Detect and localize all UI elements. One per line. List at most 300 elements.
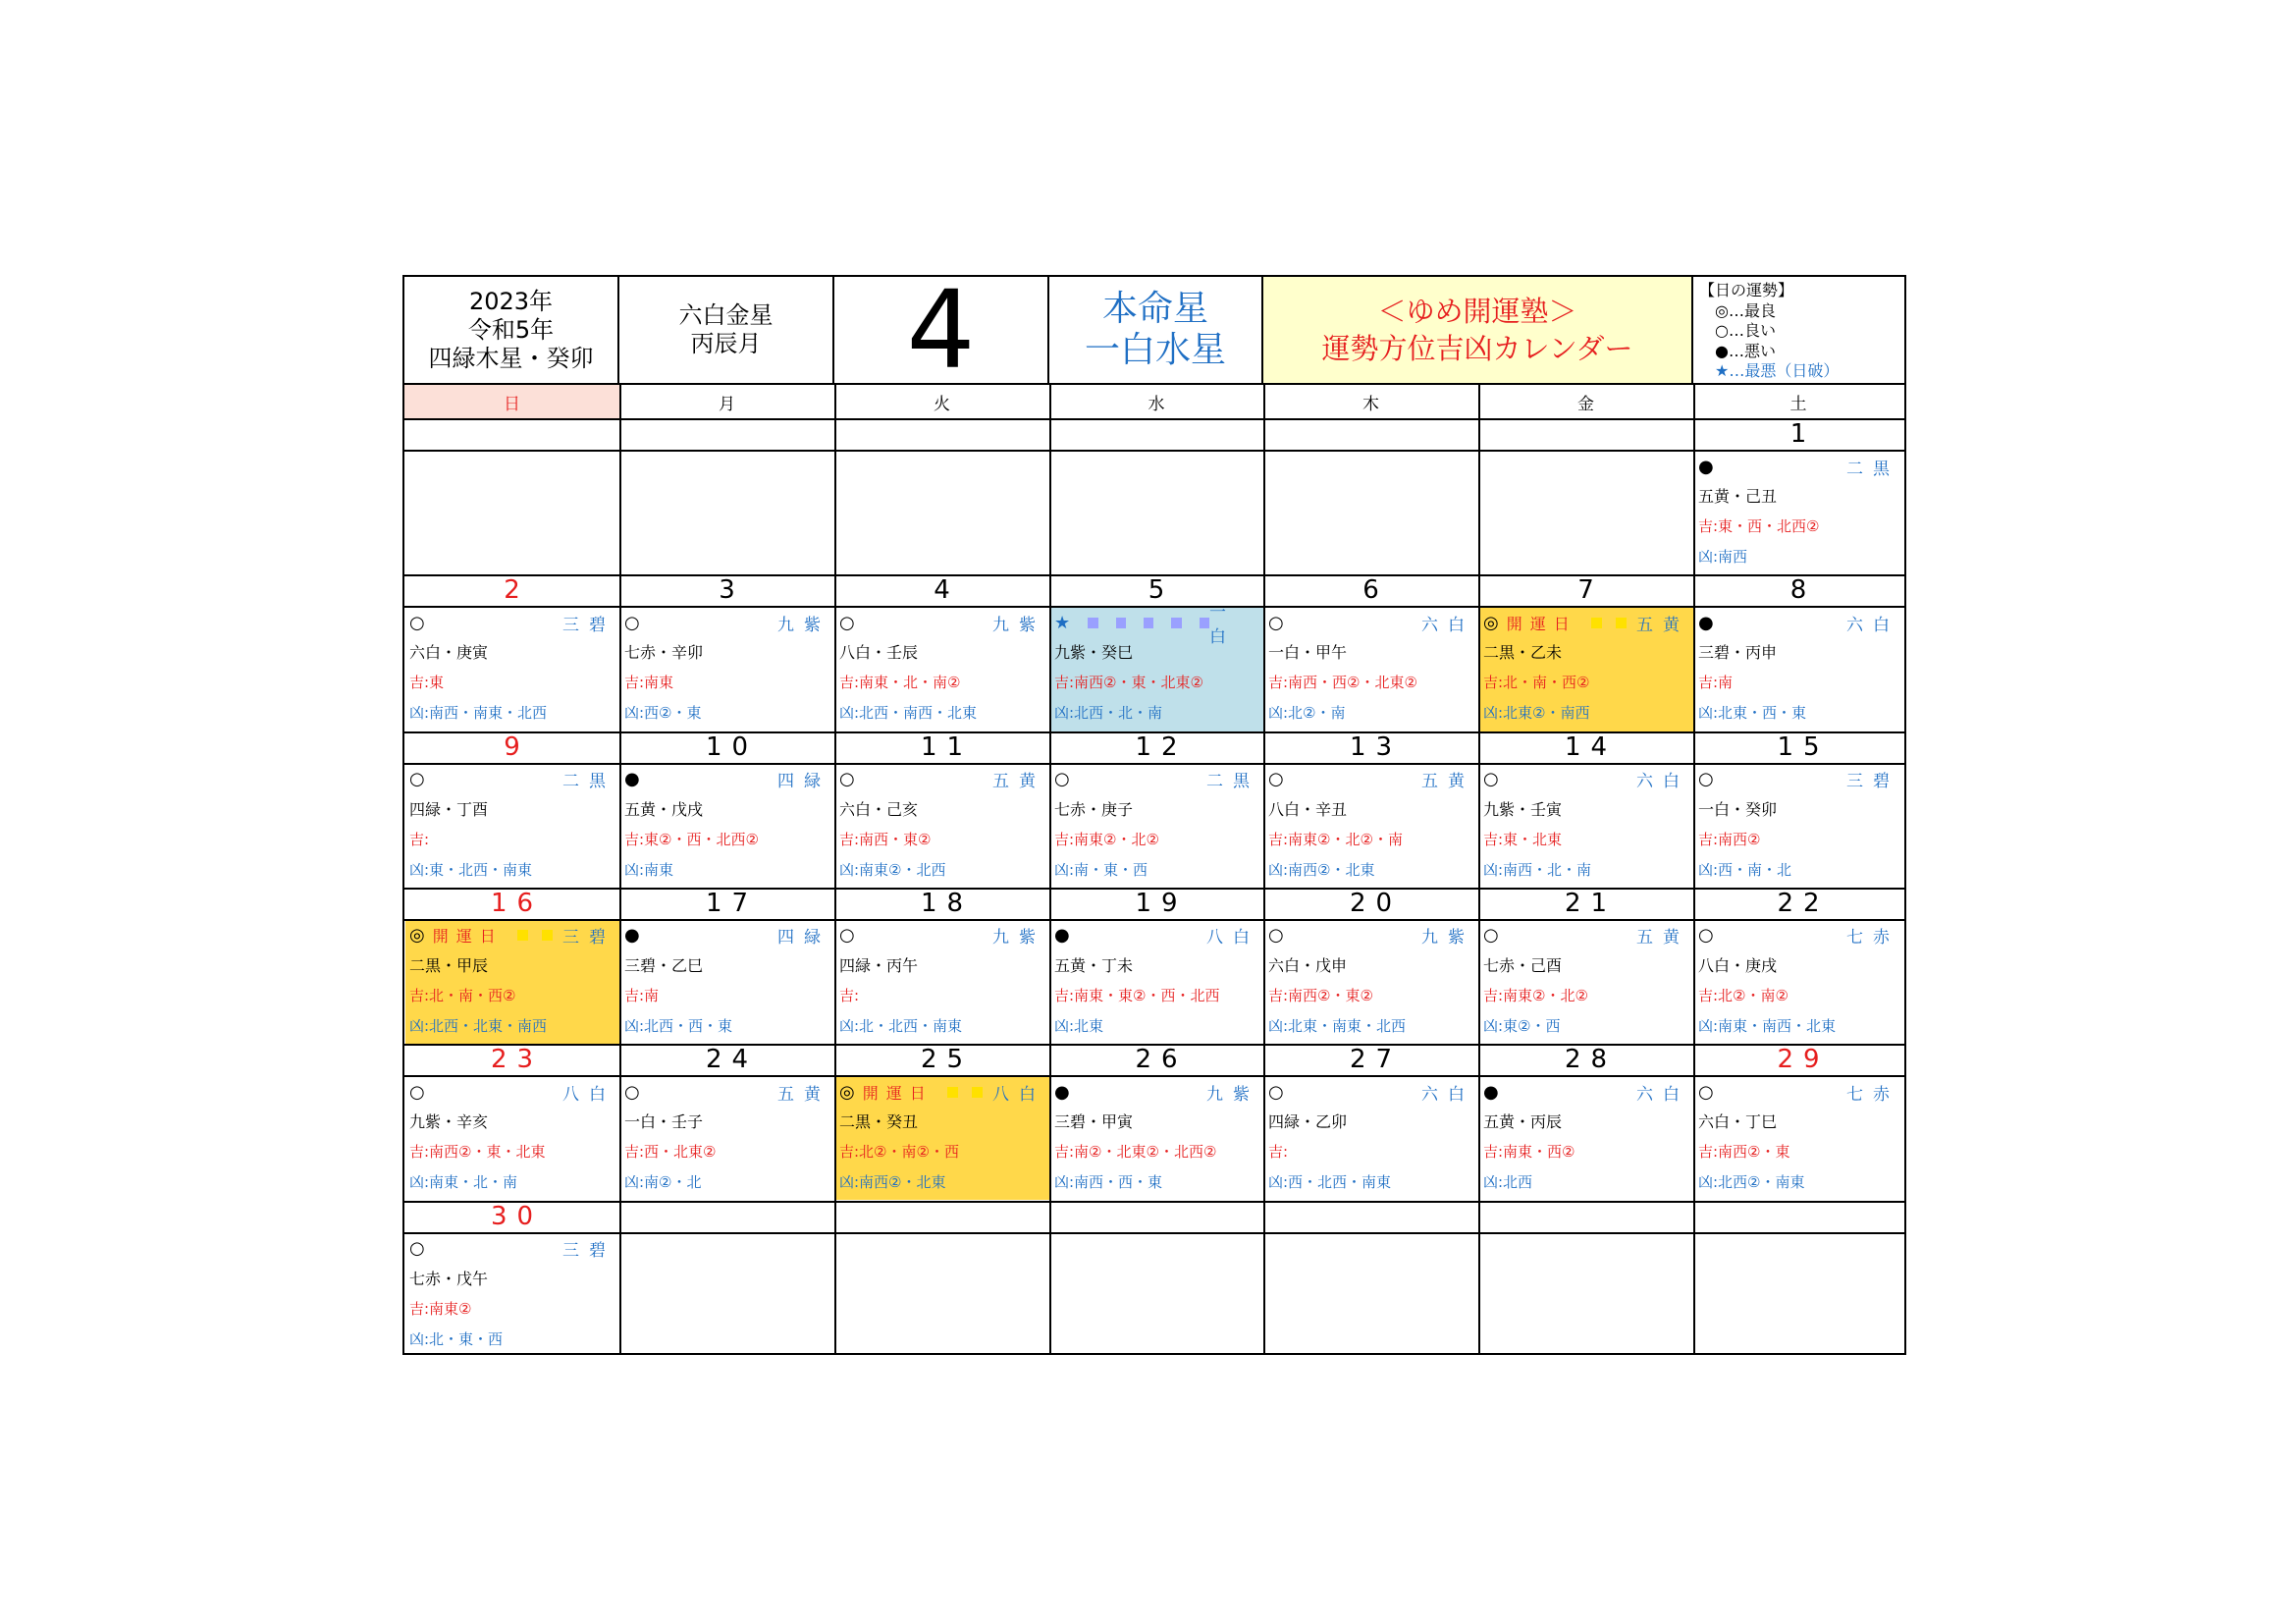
lucky-directions: 吉:西・北東② — [624, 1143, 717, 1162]
marker-square — [1116, 618, 1126, 628]
legend — [1693, 277, 1903, 383]
kanshi: 二黒・甲辰 — [409, 955, 489, 975]
fortune-mark: ○ — [1483, 925, 1499, 947]
lucky-directions: 吉:南東②・北②・南 — [1268, 830, 1403, 848]
day-cell[interactable] — [405, 920, 619, 1044]
day-cell[interactable] — [620, 1076, 834, 1200]
year-info — [404, 277, 619, 383]
day-cell[interactable] — [620, 764, 834, 888]
lucky-directions: 吉:北②・南②・西 — [839, 1143, 959, 1162]
lucky-directions: 吉:南西②・東 — [1698, 1143, 1790, 1162]
marker-square — [1200, 618, 1209, 628]
grid-line — [404, 888, 1904, 890]
fortune-mark: ● — [1054, 1081, 1070, 1103]
day-cell[interactable] — [1694, 920, 1903, 1044]
day-number: 5 — [1148, 575, 1175, 606]
kanshi: 三碧・丙申 — [1698, 643, 1778, 663]
month-number-box — [834, 267, 1049, 393]
honmei-value: 一白水星 — [1084, 330, 1226, 370]
lucky-directions: 吉:南東②・北② — [1054, 830, 1159, 848]
fortune-row — [1698, 455, 1899, 478]
fortune-row — [1268, 768, 1474, 791]
fortune-mark: ○ — [409, 612, 425, 633]
lucky-directions: 吉:東・北東 — [1483, 830, 1563, 848]
fortune-mark: ○ — [1268, 925, 1284, 947]
unlucky-directions: 凶:北東・南東・北西 — [1268, 1016, 1407, 1035]
fortune-row — [1483, 1080, 1689, 1104]
marker-square — [1591, 618, 1602, 628]
kanshi: 五黄・己丑 — [1698, 487, 1778, 506]
day-cell[interactable] — [1264, 920, 1478, 1044]
fortune-row — [1698, 768, 1899, 791]
day-cell[interactable] — [1479, 764, 1693, 888]
weekday-4: 木 — [1362, 394, 1379, 414]
lucky-directions: 吉:南東・北・南② — [839, 674, 961, 692]
fortune-mark: ◎ — [1483, 612, 1499, 633]
fortune-mark: ○ — [624, 612, 640, 633]
weekday-0: 日 — [404, 385, 619, 418]
day-star: 三碧 — [562, 1241, 615, 1261]
day-number: 18 — [920, 888, 974, 918]
day-cell[interactable] — [1694, 1076, 1903, 1200]
fortune-calendar — [402, 267, 1906, 1355]
day-star: 一白 — [1209, 603, 1237, 648]
fortune-row — [624, 611, 830, 634]
day-star: 六白 — [1846, 615, 1899, 635]
day-number: 14 — [1564, 731, 1618, 762]
day-cell[interactable] — [1479, 1076, 1693, 1200]
kanshi: 六白・庚寅 — [409, 643, 489, 663]
grid-line — [404, 1201, 1904, 1203]
day-star: 四緑 — [777, 772, 830, 792]
fortune-row — [1268, 1080, 1474, 1104]
marker-square — [1616, 618, 1627, 628]
fortune-row — [1698, 611, 1899, 634]
unlucky-directions: 凶:東・北西・南東 — [409, 860, 533, 879]
kanshi: 五黄・丁未 — [1054, 955, 1134, 975]
kanshi: 八白・壬辰 — [839, 643, 919, 663]
day-number: 6 — [1362, 575, 1389, 606]
unlucky-directions: 凶:南西 — [1698, 548, 1748, 566]
weekday-3: 水 — [1148, 394, 1165, 414]
kaiun-label: 開運日 — [432, 927, 504, 947]
day-cell[interactable] — [835, 1076, 1049, 1200]
grid-line — [404, 574, 1904, 576]
day-cell[interactable] — [1694, 764, 1903, 888]
kanshi: 九紫・癸巳 — [1054, 643, 1134, 663]
grid-line — [1478, 383, 1480, 1353]
fortune-row — [1054, 768, 1259, 791]
day-number: 29 — [1777, 1045, 1830, 1075]
day-star: 九紫 — [992, 615, 1045, 635]
fortune-mark: ○ — [839, 612, 855, 633]
kanshi: 五黄・戊戌 — [624, 799, 704, 819]
day-cell[interactable] — [1264, 1076, 1478, 1200]
grid-line — [404, 1075, 1904, 1077]
fortune-row — [1268, 924, 1474, 947]
day-number: 26 — [1135, 1045, 1188, 1075]
month-star-info — [619, 277, 834, 383]
grid-line — [404, 763, 1904, 765]
day-number: 8 — [1789, 575, 1817, 606]
fortune-mark: ○ — [409, 1238, 425, 1259]
lucky-directions: 吉:北②・南② — [1698, 986, 1789, 1004]
grid-line — [404, 606, 1904, 608]
kaiun-label: 開運日 — [1506, 614, 1577, 633]
day-number: 9 — [504, 731, 530, 762]
fortune-row — [624, 1080, 830, 1104]
fortune-row — [409, 1237, 615, 1261]
unlucky-directions: 凶:西・北西・南東 — [1268, 1173, 1392, 1192]
day-number: 2 — [504, 575, 530, 606]
lucky-directions: 吉: — [409, 830, 430, 848]
day-cell[interactable] — [1694, 451, 1903, 574]
fortune-row — [624, 924, 830, 947]
fortune-row — [409, 611, 615, 634]
kanshi: 三碧・甲寅 — [1054, 1112, 1134, 1132]
fortune-row — [1483, 768, 1689, 791]
year-line: 2023年 — [468, 287, 554, 315]
day-number: 17 — [705, 888, 759, 918]
day-star: 七赤 — [1846, 928, 1899, 948]
day-star: 九紫 — [992, 928, 1045, 948]
lucky-directions: 吉:東②・西・北西② — [624, 830, 759, 848]
grid-line — [1693, 383, 1695, 1353]
grid-line — [404, 1044, 1904, 1046]
month-star-line: 六白金星 — [678, 301, 774, 329]
kanshi: 九紫・辛亥 — [409, 1112, 489, 1132]
day-star: 六白 — [1421, 1084, 1474, 1105]
day-star: 四緑 — [777, 928, 830, 948]
marker-square — [972, 1087, 983, 1098]
kanshi: 二黒・乙未 — [1483, 643, 1563, 663]
year-star-line: 四緑木星・癸卯 — [428, 344, 594, 372]
day-star: 七赤 — [1846, 1084, 1899, 1105]
unlucky-directions: 凶:北西・北東・南西 — [409, 1016, 548, 1035]
day-number: 27 — [1349, 1045, 1403, 1075]
unlucky-directions: 凶:南②・北 — [624, 1173, 702, 1192]
lucky-directions: 吉: — [839, 986, 860, 1004]
honmei-label: 本命星 — [1101, 289, 1208, 329]
day-star: 九紫 — [1421, 928, 1474, 948]
fortune-mark: ○ — [409, 769, 425, 790]
kanshi: 七赤・辛卯 — [624, 643, 704, 663]
day-number: 19 — [1135, 888, 1188, 918]
grid-line — [619, 383, 621, 1353]
day-number: 22 — [1777, 888, 1830, 918]
fortune-mark: ○ — [1054, 769, 1070, 790]
lucky-directions: 吉:南西・東② — [839, 830, 932, 848]
unlucky-directions: 凶:南西・北・南 — [1483, 860, 1592, 879]
fortune-mark: ● — [624, 925, 640, 947]
unlucky-directions: 凶:南西②・北東 — [1268, 860, 1375, 879]
month-kanshi-line: 丙辰月 — [690, 330, 762, 357]
day-number: 7 — [1577, 575, 1604, 606]
day-star: 六白 — [1421, 615, 1474, 635]
lucky-directions: 吉:南東②・北② — [1483, 986, 1588, 1004]
day-number: 21 — [1564, 888, 1618, 918]
fortune-row — [1054, 1080, 1259, 1104]
kanshi: 八白・辛丑 — [1268, 799, 1348, 819]
weekday-1: 月 — [719, 394, 735, 414]
day-cell[interactable] — [405, 764, 619, 888]
kanshi: 六白・己亥 — [839, 799, 919, 819]
unlucky-directions: 凶:北東②・南西 — [1483, 704, 1590, 723]
day-number: 10 — [705, 731, 759, 762]
fortune-mark: ○ — [839, 925, 855, 947]
kanshi: 六白・戊申 — [1268, 955, 1348, 975]
lucky-directions: 吉:南西② — [1698, 830, 1761, 848]
legend-good: ○…良い — [1699, 321, 1776, 340]
unlucky-directions: 凶:南西・西・東 — [1054, 1173, 1163, 1192]
day-number: 28 — [1564, 1045, 1618, 1075]
legend-worst: ★…最悪（日破） — [1699, 361, 1840, 380]
day-cell[interactable] — [835, 607, 1049, 731]
unlucky-directions: 凶:北東 — [1054, 1016, 1104, 1035]
fortune-mark: ○ — [1268, 1081, 1284, 1103]
kanshi: 七赤・戊午 — [409, 1269, 489, 1288]
unlucky-directions: 凶:南西②・北東 — [839, 1173, 946, 1192]
day-star: 八白 — [1206, 928, 1259, 948]
fortune-mark: ◎ — [409, 925, 425, 947]
kanshi: 七赤・庚子 — [1054, 799, 1134, 819]
day-star: 二黒 — [1206, 772, 1259, 792]
fortune-row — [1483, 924, 1689, 947]
fortune-row — [409, 768, 615, 791]
day-star: 六白 — [1636, 772, 1689, 792]
grid-line — [1049, 383, 1051, 1353]
lucky-directions: 吉:南東② — [409, 1299, 472, 1318]
day-number: 15 — [1777, 731, 1830, 762]
lucky-directions: 吉: — [1268, 1143, 1289, 1162]
kanshi: 五黄・丙辰 — [1483, 1112, 1563, 1132]
fortune-mark: ● — [624, 769, 640, 790]
kanshi: 一白・癸卯 — [1698, 799, 1778, 819]
day-star: 九紫 — [777, 615, 830, 635]
fortune-row — [624, 768, 830, 791]
day-cell[interactable] — [1050, 603, 1263, 731]
unlucky-directions: 凶:南東 — [624, 860, 674, 879]
era-line: 令和5年 — [467, 315, 555, 344]
unlucky-directions: 凶:南西・南東・北西 — [409, 704, 548, 723]
lucky-directions: 吉:南東・東②・西・北西 — [1054, 986, 1220, 1004]
unlucky-directions: 凶:西②・東 — [624, 704, 702, 723]
lucky-directions: 吉:南 — [1698, 674, 1734, 692]
marker-square — [542, 930, 553, 941]
day-number: 23 — [490, 1045, 544, 1075]
fortune-row — [1483, 611, 1689, 634]
lucky-directions: 吉:南東・西② — [1483, 1143, 1575, 1162]
kanshi: 六白・丁巳 — [1698, 1112, 1778, 1132]
title-line-1: ＜ゆめ開運塾＞ — [1377, 295, 1577, 328]
fortune-row — [839, 611, 1045, 634]
unlucky-directions: 凶:北西・南西・北東 — [839, 704, 978, 723]
calendar-title — [1263, 277, 1693, 383]
fortune-mark: ● — [1483, 1081, 1499, 1103]
day-number: 30 — [490, 1201, 544, 1231]
fortune-mark: ○ — [624, 1081, 640, 1103]
day-star: 九紫 — [1206, 1084, 1259, 1105]
day-number: 4 — [934, 575, 960, 606]
fortune-mark: ● — [1698, 612, 1714, 633]
fortune-mark: ○ — [1698, 1081, 1714, 1103]
unlucky-directions: 凶:東②・西 — [1483, 1016, 1561, 1035]
day-number: 1 — [1789, 419, 1817, 449]
unlucky-directions: 凶:北西・北・南 — [1054, 704, 1163, 723]
marker-square — [1171, 618, 1181, 628]
day-cell[interactable] — [1264, 764, 1478, 888]
fortune-row — [839, 924, 1045, 947]
lucky-directions: 吉:南西②・東・北東 — [409, 1143, 546, 1162]
kanshi: 三碧・乙巳 — [624, 955, 704, 975]
day-cell[interactable] — [405, 607, 619, 731]
marker-square — [947, 1087, 958, 1098]
fortune-mark: ◎ — [839, 1081, 855, 1103]
grid-line — [404, 418, 1904, 420]
unlucky-directions: 凶:北東・西・東 — [1698, 704, 1807, 723]
kanshi: 一白・壬子 — [624, 1112, 704, 1132]
lucky-directions: 吉:南東 — [624, 674, 674, 692]
day-cell[interactable] — [1050, 764, 1263, 888]
grid-line — [404, 919, 1904, 921]
day-cell[interactable] — [1479, 607, 1693, 731]
day-star: 八白 — [562, 1084, 615, 1105]
day-number: 20 — [1349, 888, 1403, 918]
day-number: 25 — [920, 1045, 974, 1075]
lucky-directions: 吉:南西②・東・北東② — [1054, 674, 1203, 692]
kanshi: 四緑・丁酉 — [409, 799, 489, 819]
fortune-mark: ○ — [1268, 769, 1284, 790]
legend-title: 【日の運勢】 — [1699, 281, 1794, 299]
day-cell[interactable] — [1479, 920, 1693, 1044]
lucky-directions: 吉:北・南・西② — [1483, 674, 1590, 692]
unlucky-directions: 凶:南東②・北西 — [839, 860, 946, 879]
grid-line — [404, 450, 1904, 452]
fortune-mark: ● — [1054, 925, 1070, 947]
grid-line — [404, 1232, 1904, 1234]
day-star: 二黒 — [562, 772, 615, 792]
day-star: 五黄 — [777, 1084, 830, 1105]
day-cell[interactable] — [620, 607, 834, 731]
day-star: 六白 — [1636, 1084, 1689, 1105]
unlucky-directions: 凶:南東・北・南 — [409, 1173, 518, 1192]
lucky-directions: 吉:北・南・西② — [409, 986, 516, 1004]
unlucky-directions: 凶:北・北西・南東 — [839, 1016, 963, 1035]
fortune-row — [1054, 924, 1259, 947]
lucky-directions: 吉:南②・北東②・北西② — [1054, 1143, 1217, 1162]
kanshi: 四緑・丙午 — [839, 955, 919, 975]
title-line-2: 運勢方位吉凶カレンダー — [1321, 332, 1633, 365]
fortune-row — [1698, 1080, 1899, 1104]
day-star: 五黄 — [1421, 772, 1474, 792]
day-cell[interactable] — [835, 920, 1049, 1044]
grid-line — [1263, 383, 1265, 1353]
day-star: 二黒 — [1846, 459, 1899, 479]
lucky-directions: 吉:東 — [409, 674, 445, 692]
marker-square — [1088, 618, 1097, 628]
day-number: 3 — [719, 575, 745, 606]
kanshi: 九紫・壬寅 — [1483, 799, 1563, 819]
unlucky-directions: 凶:北・東・西 — [409, 1329, 504, 1348]
day-star: 五黄 — [1636, 615, 1689, 635]
lucky-directions: 吉:南西②・東② — [1268, 986, 1373, 1004]
day-number: 16 — [490, 888, 544, 918]
lucky-directions: 吉:東・西・北西② — [1698, 517, 1820, 535]
fortune-mark: ● — [1698, 456, 1714, 477]
legend-best: ◎…最良 — [1699, 300, 1776, 320]
marker-square — [517, 930, 528, 941]
honmei-star — [1049, 277, 1263, 383]
grid-line — [404, 731, 1904, 733]
day-cell[interactable] — [1694, 607, 1903, 731]
fortune-mark: ○ — [839, 769, 855, 790]
month-number: 4 — [906, 267, 976, 393]
day-cell[interactable] — [405, 1076, 619, 1200]
grid-line — [404, 383, 1904, 385]
day-star: 三碧 — [1846, 772, 1899, 792]
fortune-mark: ○ — [1268, 612, 1284, 633]
weekday-6: 土 — [1789, 394, 1807, 414]
grid-line — [834, 383, 836, 1353]
day-cell[interactable] — [1264, 607, 1478, 731]
kanshi: 二黒・癸丑 — [839, 1112, 919, 1132]
day-cell[interactable] — [1050, 1076, 1263, 1200]
unlucky-directions: 凶:北西・西・東 — [624, 1016, 733, 1035]
unlucky-directions: 凶:南東・南西・北東 — [1698, 1016, 1837, 1035]
fortune-row — [839, 768, 1045, 791]
lucky-directions: 吉:南西・西②・北東② — [1268, 674, 1417, 692]
weekday-2: 火 — [934, 394, 950, 414]
day-number: 13 — [1349, 731, 1403, 762]
marker-square — [1144, 618, 1153, 628]
day-star: 三碧 — [562, 615, 615, 635]
weekday-5: 金 — [1577, 394, 1594, 414]
day-star: 五黄 — [992, 772, 1045, 792]
day-cell[interactable] — [1050, 920, 1263, 1044]
day-star: 五黄 — [1636, 928, 1689, 948]
day-star: 八白 — [992, 1084, 1045, 1105]
unlucky-directions: 凶:北②・南 — [1268, 704, 1346, 723]
unlucky-directions: 凶:西・南・北 — [1698, 860, 1792, 879]
fortune-mark: ○ — [409, 1081, 425, 1103]
fortune-mark: ○ — [1483, 769, 1499, 790]
kanshi: 四緑・乙卯 — [1268, 1112, 1348, 1132]
day-cell[interactable] — [835, 764, 1049, 888]
day-cell[interactable] — [405, 1233, 619, 1357]
fortune-row — [409, 1080, 615, 1104]
day-number: 12 — [1135, 731, 1188, 762]
fortune-mark: ○ — [1698, 769, 1714, 790]
day-star: 三碧 — [562, 928, 615, 948]
fortune-mark: ○ — [1698, 925, 1714, 947]
day-number: 11 — [920, 731, 974, 762]
kanshi: 一白・甲午 — [1268, 643, 1348, 663]
fortune-row — [1268, 611, 1474, 634]
fortune-row — [1054, 603, 1259, 648]
fortune-row — [839, 1080, 1045, 1104]
fortune-mark: ★ — [1054, 612, 1071, 633]
kanshi: 八白・庚戌 — [1698, 955, 1778, 975]
kaiun-label: 開運日 — [862, 1083, 934, 1103]
unlucky-directions: 凶:北西②・南東 — [1698, 1173, 1805, 1192]
unlucky-directions: 凶:北西 — [1483, 1173, 1533, 1192]
day-cell[interactable] — [620, 920, 834, 1044]
unlucky-directions: 凶:南・東・西 — [1054, 860, 1148, 879]
legend-bad: ●…悪い — [1699, 341, 1776, 360]
lucky-directions: 吉:南 — [624, 986, 660, 1004]
day-number: 24 — [705, 1045, 759, 1075]
fortune-row — [1698, 924, 1899, 947]
